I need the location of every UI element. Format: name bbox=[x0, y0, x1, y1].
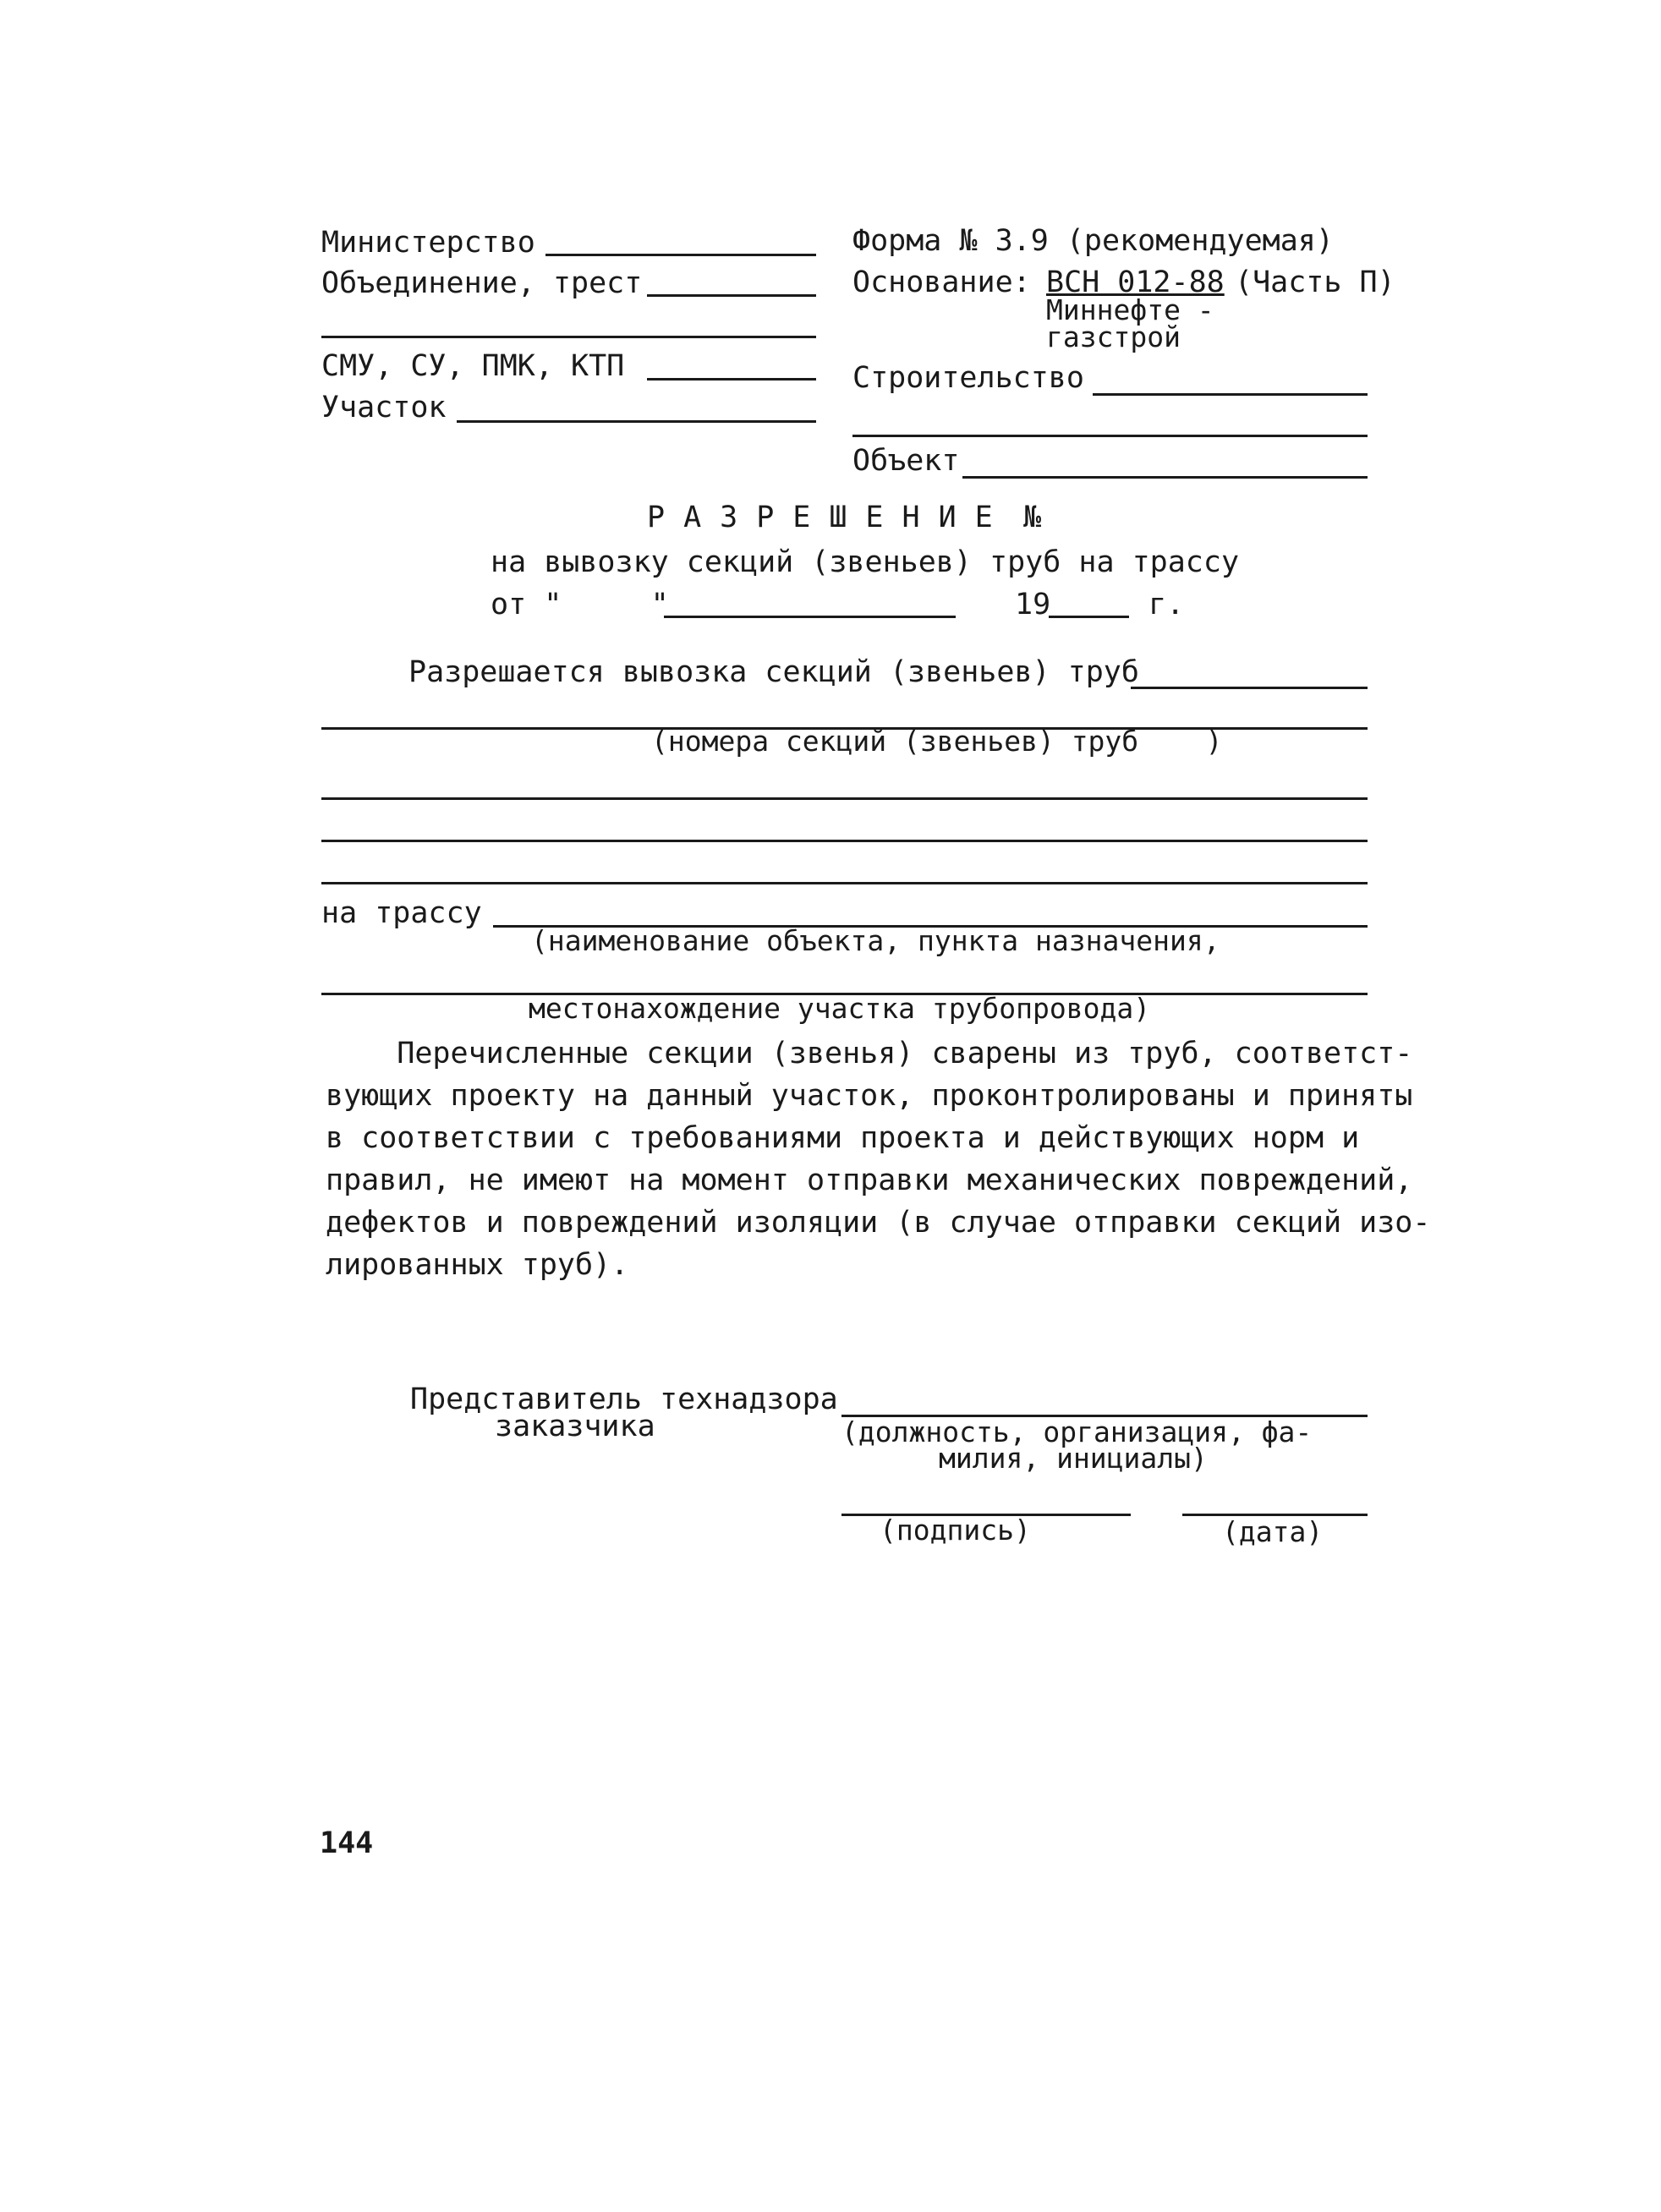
number-sign: № bbox=[1023, 501, 1042, 534]
page-number: 144 bbox=[320, 1826, 374, 1860]
object-field[interactable] bbox=[962, 476, 1368, 479]
representative-label-line1: Представитель технадзора bbox=[410, 1382, 838, 1416]
document-title: РАЗРЕШЕНИЕ bbox=[647, 501, 1011, 534]
date-month-field[interactable] bbox=[664, 616, 956, 618]
date-prefix: от " " bbox=[491, 588, 669, 621]
section-field[interactable] bbox=[457, 420, 816, 423]
construction-field[interactable] bbox=[1093, 393, 1368, 396]
construction-label: Строительство bbox=[852, 361, 1084, 395]
form-number-label: Форма № 3.9 (рекомендуемая) bbox=[852, 224, 1334, 258]
pipe-numbers-line3[interactable] bbox=[321, 840, 1368, 842]
construction-field-extra[interactable] bbox=[852, 435, 1368, 437]
association-label: Объединение, трест bbox=[321, 266, 643, 300]
allowed-field[interactable] bbox=[1131, 687, 1368, 689]
ministry-label: Министерство bbox=[321, 226, 535, 260]
basis-code: ВСН 012-88 bbox=[1046, 266, 1225, 299]
route-caption-line1: (наименование объекта, пункта назначения, bbox=[531, 924, 1220, 957]
association-field[interactable] bbox=[647, 294, 816, 297]
year-prefix: 19 bbox=[1015, 588, 1051, 621]
basis-prefix: Основание: bbox=[852, 266, 1031, 299]
ministry-field[interactable] bbox=[545, 254, 816, 256]
allowed-label: Разрешается вывозка секций (звеньев) труб bbox=[408, 655, 1139, 689]
signature-caption: (подпись) bbox=[880, 1514, 1031, 1547]
date-year-field[interactable] bbox=[1049, 616, 1129, 618]
position-caption-line2: милия, инициалы) bbox=[939, 1442, 1208, 1475]
body-line-4: правил, не имеют на момент отправки механических повреждений, bbox=[326, 1163, 1413, 1197]
body-line-5: дефектов и повреждений изоляции (в случае отправки секций изо- bbox=[326, 1206, 1431, 1240]
smu-label: СМУ, СУ, ПМК, КТП bbox=[321, 349, 625, 383]
pipe-numbers-line2[interactable] bbox=[321, 797, 1368, 800]
object-label: Объект bbox=[852, 444, 960, 478]
representative-label-line2: заказчика bbox=[495, 1410, 655, 1443]
basis-part: (Часть П) bbox=[1235, 266, 1395, 299]
route-label: на трассу bbox=[321, 896, 482, 930]
body-line-3: в соответствии с требованиями проекта и действующих норм и bbox=[326, 1121, 1360, 1155]
body-line-2: вующих проекту на данный участок, проконтролированы и приняты bbox=[326, 1079, 1413, 1113]
body-line-6: лированных труб). bbox=[326, 1248, 629, 1282]
pipe-numbers-caption: (номера секций (звеньев) труб ) bbox=[651, 725, 1223, 758]
position-caption-line1: (должность, организация, фа- bbox=[841, 1415, 1313, 1448]
year-suffix: г. bbox=[1148, 588, 1185, 621]
signature-date-caption: (дата) bbox=[1222, 1515, 1324, 1548]
smu-field[interactable] bbox=[647, 378, 816, 381]
document-subtitle: на вывозку секций (звеньев) труб на трассу bbox=[491, 545, 1240, 579]
pipe-numbers-line4[interactable] bbox=[321, 882, 1368, 884]
body-line-1: Перечисленные секции (звенья) сварены из труб, соответст- bbox=[326, 1037, 1413, 1070]
route-caption-line2: местонахождение участка трубопровода) bbox=[529, 992, 1151, 1025]
section-label: Участок bbox=[321, 391, 447, 424]
basis-org-line2: газстрой bbox=[1046, 320, 1181, 353]
association-field-extra[interactable] bbox=[321, 336, 816, 338]
basis-org-line1: Миннефте - bbox=[1046, 293, 1214, 326]
